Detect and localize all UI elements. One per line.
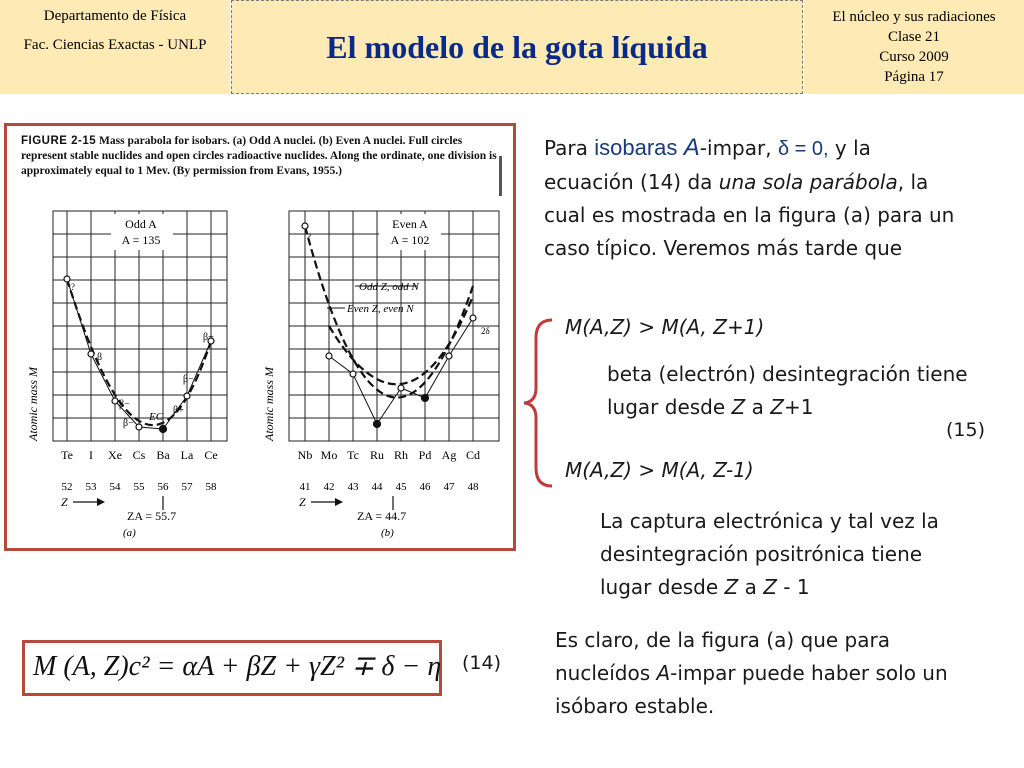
mass-formula-box [22,640,442,696]
intro-line-3: cual es mostrada en la figura (a) para un [544,203,955,227]
svg-text:57: 57 [181,481,193,493]
condition-2: M(A,Z) > M(A, Z-1) [565,458,754,482]
panel-b-za: ZA = 44.7 [357,509,407,523]
svg-text:I: I [89,448,93,462]
panel-a-elements [61,448,218,462]
svg-text:La: La [180,448,194,462]
panel-b-z-values [300,481,480,493]
figure-caption-text: Mass parabola for isobars. (a) Odd A nuclei. (b) Even A nuclei. Full circles represent stable nuclides and open circles radioactive nuclides. Along the ordinate, one division is approximately equal to 1 Mev. (By permission from Evans, 1955.) [21,135,497,177]
panel-b-elements [298,448,480,462]
panel-b-subheading: A = 102 [390,233,430,247]
equation-number-15: (15) [946,419,986,441]
svg-text:44: 44 [371,481,383,493]
panel-a-beta-minus-1: β− [119,399,130,410]
svg-text:48: 48 [467,481,479,493]
svg-text:Mo: Mo [320,448,338,462]
mass-parabola-plots [7,126,513,548]
slide-title: El modelo de la gota líquida [326,28,708,65]
capture-line-2: desintegración positrónica tiene [600,542,923,566]
svg-text:Ba: Ba [156,448,170,462]
svg-text:56: 56 [157,481,169,493]
condition-1: M(A,Z) > M(A, Z+1) [565,315,765,339]
panel-b-ylabel: Atomic mass M [262,367,276,441]
svg-text:41: 41 [299,481,311,493]
beta-line-1: beta (electrón) desintegración tiene [607,362,968,386]
department-label: Departamento de Física [43,8,187,24]
conclusion-line-2: nucleídos A-impar puede haber solo un [555,661,948,685]
svg-text:54: 54 [109,481,121,493]
figure-panel [4,123,516,551]
panel-a-za: ZA = 55.7 [127,509,177,523]
slide-title-box [231,0,803,94]
svg-text:43: 43 [347,481,359,493]
svg-text:53: 53 [85,481,97,493]
svg-text:Cs: Cs [132,448,146,462]
svg-text:Tc: Tc [347,448,359,462]
equation-number-14: (14) [462,652,502,674]
beta-paragraph [607,358,1021,424]
panel-b-legend-even: Even Z, even N [347,303,414,315]
svg-text:45: 45 [395,481,407,493]
panel-b-label: (b) [381,527,394,539]
svg-text:47: 47 [443,481,455,493]
conclusion-paragraph [555,624,1020,723]
mass-formula: M (A, Z)c² = αA + βZ + γZ² ∓ δ − η [33,651,442,682]
intro-line-2: ecuación (14) da una sola parábola, la [544,170,929,194]
capture-line-3: lugar desde Z a Z - 1 [600,575,810,599]
intro-paragraph [544,131,1014,265]
course-title: El núcleo y sus radiaciones [832,9,996,25]
panel-a-z-values [62,481,218,493]
panel-a-subheading: A = 135 [121,233,161,247]
svg-text:Rh: Rh [393,448,409,462]
panel-a-ec-label: EC [149,411,164,423]
panel-a-beta-plus-1: β+ [173,405,184,416]
svg-text:42: 42 [323,481,335,493]
svg-text:Nb: Nb [297,448,313,462]
panel-b-question: ? [307,232,311,242]
panel-a-beta-minus-2: β− [123,418,134,429]
capture-line-1: La captura electrónica y tal vez la [600,509,939,533]
panel-a-label: (a) [123,527,136,539]
svg-text:Te: Te [61,448,73,462]
panel-a-beta-1: β [97,352,103,363]
curly-brace [520,318,560,488]
intro-line-1: Para isobaras A-impar, δ = 0, y la [544,134,871,161]
panel-a-beta-minus-3: β− [183,374,194,385]
capture-paragraph [600,505,1020,604]
svg-text:Xe: Xe [108,448,122,462]
beta-line-2: lugar desde Z a Z+1 [607,395,814,419]
panel-a-question: ? [71,282,75,292]
svg-text:Cd: Cd [465,448,481,462]
panel-a-ylabel: Atomic mass M [26,367,40,441]
panel-b-heading: Even A [392,217,428,231]
svg-text:52: 52 [61,481,73,493]
svg-text:58: 58 [205,481,217,493]
panel-a-beta-plus-2: β+ [203,332,214,343]
faculty-label: Fac. Ciencias Exactas - UNLP [23,37,207,53]
panel-a-heading: Odd A [125,217,157,231]
svg-text:46: 46 [419,481,431,493]
header-right [804,0,1024,94]
figure-caption-label: FIGURE 2-15 [21,135,97,147]
svg-text:Ru: Ru [369,448,385,462]
panel-b-two-delta: 2δ [481,326,490,336]
header-left [0,0,230,94]
panel-b-legend-odd: Odd Z, odd N [359,281,419,293]
intro-line-4: caso típico. Veremos más tarde que [544,236,903,260]
panel-b-z-axis: Z [299,495,306,509]
svg-text:Pd: Pd [418,448,432,462]
page-label: Página 17 [884,69,944,85]
year-label: Curso 2009 [879,49,949,65]
panel-a-z-axis: Z [61,495,68,509]
svg-text:Ag: Ag [441,448,457,462]
conclusion-line-3: isóbaro estable. [555,694,715,718]
lesson-label: Clase 21 [887,29,941,45]
conclusion-line-1: Es claro, de la figura (a) que para [555,628,890,652]
svg-text:55: 55 [133,481,145,493]
svg-text:Ce: Ce [204,448,218,462]
